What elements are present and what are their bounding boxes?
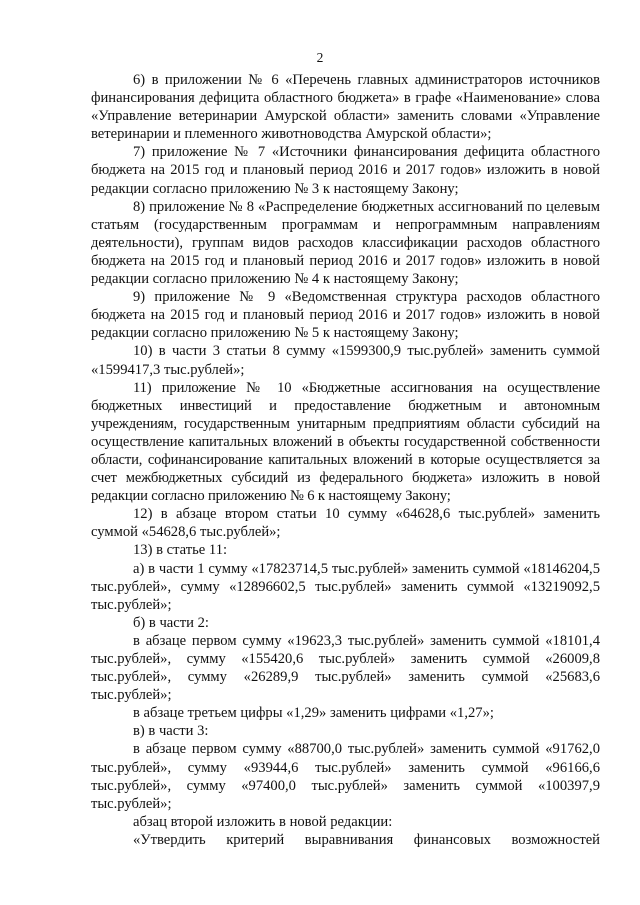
paragraph-item-8: 8) приложение № 8 «Распределение бюджетных ассигнований по целевым статьям (государственным программам и непрограммным направлениям деятельности), группам видов расходов классификации расходов областного бюджета на 2015 год и плановый период 2016 и 2017 годов» изложить в новой редакции согласно приложению № 4 к настоящему Закону; bbox=[91, 198, 600, 288]
paragraph-item-9: 9) приложение № 9 «Ведомственная структура расходов областного бюджета на 2015 год и плановый период 2016 и 2017 годов» изложить в новой редакции согласно приложению № 5 к настоящему Закону; bbox=[91, 289, 600, 342]
page-number: 2 bbox=[316, 50, 324, 65]
paragraph-item-12: 12) в абзаце втором статьи 10 сумму «64628,6 тыс.рублей» заменить суммой «54628,6 тыс.рублей»; bbox=[91, 506, 600, 541]
paragraph-item-13b: б) в части 2: bbox=[133, 614, 209, 631]
paragraph-item-13v-second: абзац второй изложить в новой редакции: bbox=[133, 813, 393, 830]
paragraph-item-13v-first: в абзаце первом сумму «88700,0 тыс.рублей» заменить суммой «91762,0 тыс.рублей», сумму «93944,6 тыс.рублей» заменить суммой «96166,6 тыс.рублей», сумму «97400,0 тыс.рублей» заменить суммой «100397,9 тыс.рублей»; bbox=[91, 741, 600, 812]
paragraph-item-13: 13) в статье 11: bbox=[133, 542, 228, 559]
paragraph-item-6: 6) в приложении № 6 «Перечень главных администраторов источников финансирования дефицита областного бюджета» в графе «Наименование» слова «Управление ветеринарии Амурской области» заменить словами «Управление ветеринарии и племенного животноводства Амурской области»; bbox=[91, 72, 600, 143]
paragraph-item-13a: а) в части 1 сумму «17823714,5 тыс.рублей» заменить суммой «18146204,5 тыс.рублей», сумму «12896602,5 тыс.рублей» заменить суммой «13219092,5 тыс.рублей»; bbox=[91, 560, 600, 613]
paragraph-item-13b-first: в абзаце первом сумму «19623,3 тыс.рублей» заменить суммой «18101,4 тыс.рублей», сумму «155420,6 тыс.рублей» заменить суммой «26009,8 тыс.рублей», сумму «26289,9 тыс.рублей» заменить суммой «25683,6 тыс.рублей»; bbox=[91, 632, 600, 704]
paragraph-item-10: 10) в части 3 статьи 8 сумму «1599300,9 тыс.рублей» заменить суммой «1599417,3 тыс.рублей»; bbox=[91, 343, 600, 378]
paragraph-item-11: 11) приложение № 10 «Бюджетные ассигнования на осуществление бюджетных инвестиций и предоставление бюджетным и автономным учреждениям, государственным унитарным предприятиям области субсидий на осуществление капитальных вложений в объекты государственной собственности области, софинансирование капитальных вложений в которые осуществляется за счет межбюджетных субсидий из федерального бюджета» изложить в новой редакции согласно приложению № 6 к настоящему Закону; bbox=[91, 379, 600, 505]
paragraph-item-13b-third: в абзаце третьем цифры «1,29» заменить цифрами «1,27»; bbox=[133, 705, 494, 722]
paragraph-item-7: 7) приложение № 7 «Источники финансирования дефицита областного бюджета на 2015 год и плановый период 2016 и 2017 годов» изложить в новой редакции согласно приложению № 3 к настоящему Закону; bbox=[91, 144, 600, 197]
paragraph-item-13v: в) в части 3: bbox=[133, 723, 209, 740]
document-body bbox=[91, 71, 600, 849]
paragraph-item-criterion: «Утвердить критерий выравнивания финансовых возможностей bbox=[133, 831, 600, 848]
